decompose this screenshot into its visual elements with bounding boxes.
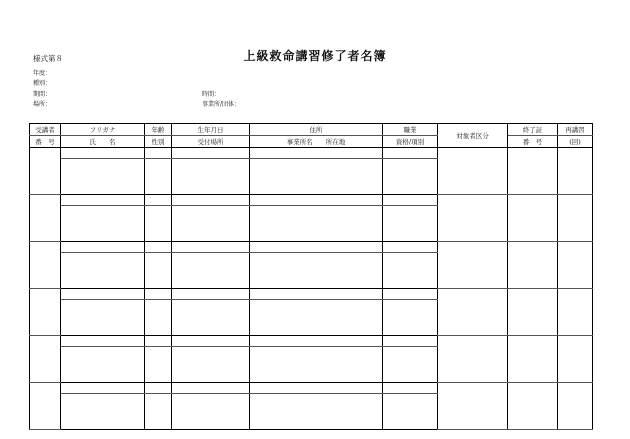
cell-address[interactable] <box>250 195 383 206</box>
cell-gender[interactable] <box>145 253 172 289</box>
cell-student-no[interactable] <box>30 195 61 242</box>
cell-reception[interactable] <box>172 253 250 289</box>
cell-student-no[interactable] <box>30 289 61 336</box>
header-row-1 <box>30 124 593 136</box>
cell-reception[interactable] <box>172 206 250 242</box>
header-cell: 資格/項別 <box>383 136 438 148</box>
cell-student-no[interactable] <box>30 242 61 289</box>
header-cell: 受講者 <box>30 124 61 136</box>
cell-name[interactable] <box>61 347 145 383</box>
cell-certificate-no[interactable] <box>508 383 558 430</box>
cell-certificate-no[interactable] <box>508 195 558 242</box>
cell-address[interactable] <box>250 148 383 159</box>
cell-occupation[interactable] <box>383 195 438 206</box>
cell-occupation[interactable] <box>383 383 438 394</box>
cell-retraining[interactable] <box>558 242 593 289</box>
cell-retraining[interactable] <box>558 148 593 195</box>
header-cell: 氏 名 <box>61 136 145 148</box>
roster-table <box>29 123 593 430</box>
cell-qualification[interactable] <box>383 394 438 430</box>
cell-student-no[interactable] <box>30 383 61 430</box>
cell-retraining[interactable] <box>558 383 593 430</box>
cell-age[interactable] <box>145 289 172 300</box>
cell-address[interactable] <box>250 289 383 300</box>
cell-furigana[interactable] <box>61 289 145 300</box>
cell-address[interactable] <box>250 336 383 347</box>
cell-office[interactable] <box>250 347 383 383</box>
cell-office[interactable] <box>250 159 383 195</box>
cell-office[interactable] <box>250 253 383 289</box>
page-title: 上級救命講習修了者名簿 <box>243 49 387 63</box>
header-cell: 生年月日 <box>172 124 250 136</box>
cell-furigana[interactable] <box>61 336 145 347</box>
cell-reception[interactable] <box>172 347 250 383</box>
cell-occupation[interactable] <box>383 289 438 300</box>
cell-name[interactable] <box>61 300 145 336</box>
header-cell: 年齢 <box>145 124 172 136</box>
cell-office[interactable] <box>250 206 383 242</box>
cell-name[interactable] <box>61 159 145 195</box>
org-label: 事業所/団体： <box>202 101 241 108</box>
cell-age[interactable] <box>145 383 172 394</box>
header-cell: 番 号 <box>30 136 61 148</box>
header-cell: 受付場所 <box>172 136 250 148</box>
cell-qualification[interactable] <box>383 253 438 289</box>
period-label: 期間： <box>33 91 52 98</box>
cell-reception[interactable] <box>172 300 250 336</box>
cell-category[interactable] <box>438 195 508 242</box>
cell-retraining[interactable] <box>558 195 593 242</box>
cell-reception[interactable] <box>172 159 250 195</box>
cell-age[interactable] <box>145 148 172 159</box>
cell-age[interactable] <box>145 336 172 347</box>
record-row-top <box>30 148 593 159</box>
record-row-top <box>30 242 593 253</box>
cell-certificate-no[interactable] <box>508 148 558 195</box>
year-label: 年度： <box>33 70 52 77</box>
cell-qualification[interactable] <box>383 206 438 242</box>
time-label: 時間： <box>202 91 221 98</box>
header-cell: 性別 <box>145 136 172 148</box>
cell-category[interactable] <box>438 148 508 195</box>
header-cell: 住所 <box>250 124 383 136</box>
header-cell: 再講習 <box>558 124 593 136</box>
cell-address[interactable] <box>250 383 383 394</box>
cell-birthdate[interactable] <box>172 336 250 347</box>
cell-name[interactable] <box>61 394 145 430</box>
cell-category[interactable] <box>438 242 508 289</box>
header-row-2 <box>30 136 593 148</box>
location-label: 場所： <box>33 101 52 108</box>
cell-student-no[interactable] <box>30 336 61 383</box>
cell-certificate-no[interactable] <box>508 289 558 336</box>
cell-name[interactable] <box>61 206 145 242</box>
cell-gender[interactable] <box>145 347 172 383</box>
record-row-top <box>30 336 593 347</box>
cell-certificate-no[interactable] <box>508 336 558 383</box>
header-cell: 終了証 <box>508 124 558 136</box>
cell-address[interactable] <box>250 242 383 253</box>
cell-office[interactable] <box>250 394 383 430</box>
cell-birthdate[interactable] <box>172 242 250 253</box>
cell-age[interactable] <box>145 195 172 206</box>
cell-office[interactable] <box>250 300 383 336</box>
cell-furigana[interactable] <box>61 195 145 206</box>
cell-retraining[interactable] <box>558 289 593 336</box>
cell-furigana[interactable] <box>61 242 145 253</box>
cell-birthdate[interactable] <box>172 195 250 206</box>
cell-occupation[interactable] <box>383 148 438 159</box>
record-row-top <box>30 289 593 300</box>
cell-reception[interactable] <box>172 394 250 430</box>
cell-occupation[interactable] <box>383 336 438 347</box>
cell-age[interactable] <box>145 242 172 253</box>
header-cell: (回) <box>558 136 593 148</box>
cell-occupation[interactable] <box>383 242 438 253</box>
header-cell: 事業所名 所在地 <box>250 136 383 148</box>
cell-category[interactable] <box>438 336 508 383</box>
header-cell: フリガナ <box>61 124 145 136</box>
cell-qualification[interactable] <box>383 159 438 195</box>
cell-furigana[interactable] <box>61 383 145 394</box>
cell-category[interactable] <box>438 383 508 430</box>
record-row-top <box>30 195 593 206</box>
cell-furigana[interactable] <box>61 148 145 159</box>
cell-student-no[interactable] <box>30 148 61 195</box>
cell-gender[interactable] <box>145 159 172 195</box>
cell-gender[interactable] <box>145 300 172 336</box>
cell-birthdate[interactable] <box>172 383 250 394</box>
cell-certificate-no[interactable] <box>508 242 558 289</box>
cell-gender[interactable] <box>145 394 172 430</box>
cell-name[interactable] <box>61 253 145 289</box>
header-cell: 番 号 <box>508 136 558 148</box>
cell-qualification[interactable] <box>383 300 438 336</box>
cell-category[interactable] <box>438 289 508 336</box>
header-cell: 職業 <box>383 124 438 136</box>
form-number: 様式第８ <box>33 54 63 63</box>
cell-gender[interactable] <box>145 206 172 242</box>
cell-qualification[interactable] <box>383 347 438 383</box>
cell-birthdate[interactable] <box>172 148 250 159</box>
cell-retraining[interactable] <box>558 336 593 383</box>
record-row-top <box>30 383 593 394</box>
cell-birthdate[interactable] <box>172 289 250 300</box>
type-label: 種別： <box>33 80 52 87</box>
header-cell: 対象者区分 <box>438 124 508 148</box>
